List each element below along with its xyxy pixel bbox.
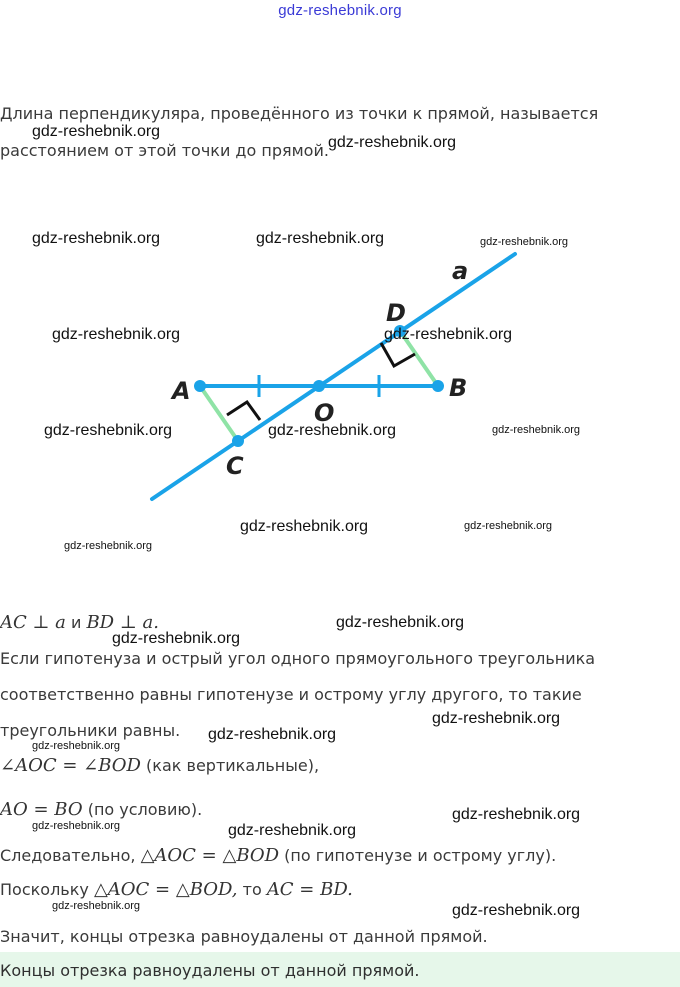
watermark: gdz-reshebnik.org	[32, 740, 121, 752]
math-bd-perp: BD ⊥ a.	[86, 612, 159, 633]
math-triangles: △AOC = △BOD	[140, 845, 280, 866]
label-D: D	[386, 299, 406, 327]
label-B: B	[449, 374, 468, 402]
perpendicular-ac	[200, 386, 238, 441]
math-triangles-2: △AOC = △BOD,	[93, 879, 238, 900]
watermark: gdz-reshebnik.org	[32, 230, 161, 247]
and-word: и	[65, 613, 87, 632]
label-a-line: a	[452, 257, 469, 285]
point-a	[194, 380, 206, 392]
watermark: gdz-reshebnik.org	[112, 630, 241, 647]
watermark: gdz-reshebnik.org	[240, 518, 369, 535]
point-o	[313, 380, 325, 392]
since-word: Поскольку	[0, 880, 94, 899]
solution-line-3: соответственно равны гипотенузе и острому углу другого, то такие	[0, 685, 582, 704]
solution-line-9: Значит, концы отрезка равноудалены от данной прямой.	[0, 927, 488, 946]
solution-line-8	[0, 879, 353, 900]
answer-text: Концы отрезка равноудалены от данной прямой.	[0, 961, 420, 980]
solution-line-1	[0, 612, 159, 633]
watermark: gdz-reshebnik.org	[208, 726, 337, 743]
solution-line-5	[0, 755, 319, 776]
point-c	[232, 435, 244, 447]
watermark: gdz-reshebnik.org	[268, 422, 397, 439]
watermark: gdz-reshebnik.org	[64, 540, 153, 552]
watermark: gdz-reshebnik.org	[52, 900, 141, 912]
watermark: gdz-reshebnik.org	[44, 422, 173, 439]
math-ac-bd: AC = BD.	[266, 879, 353, 900]
therefore-word: Следовательно,	[0, 846, 141, 865]
point-b	[432, 380, 444, 392]
label-O: O	[314, 399, 335, 427]
watermark: gdz-reshebnik.org	[336, 614, 465, 631]
watermark: gdz-reshebnik.org	[228, 822, 357, 839]
solution-line-6	[0, 799, 202, 820]
math-angles: ∠AOC = ∠BOD	[0, 755, 141, 776]
solution-line-2: Если гипотенуза и острый угол одного прямоугольного треугольника	[0, 649, 596, 668]
watermark: gdz-reshebnik.org	[32, 820, 121, 832]
definition-line-2: расстоянием от этой точки до прямой.	[0, 141, 329, 160]
condition-note: (по условию).	[82, 800, 203, 819]
watermark: gdz-reshebnik.org	[32, 123, 161, 140]
watermark: gdz-reshebnik.org	[480, 236, 569, 248]
site-watermark-top: gdz-reshebnik.org	[278, 2, 402, 19]
then-word: то	[237, 880, 267, 899]
solution-line-7	[0, 845, 556, 866]
criterion-note: (по гипотенузе и острому углу).	[279, 846, 557, 865]
watermark: gdz-reshebnik.org	[452, 902, 581, 919]
right-angle-c	[227, 402, 260, 420]
watermark: gdz-reshebnik.org	[52, 326, 181, 343]
label-A: A	[172, 377, 191, 405]
watermark: gdz-reshebnik.org	[432, 710, 561, 727]
watermark: gdz-reshebnik.org	[256, 230, 385, 247]
solution-line-4: треугольники равны.	[0, 721, 181, 740]
watermark: gdz-reshebnik.org	[384, 326, 513, 343]
label-C: C	[226, 452, 244, 480]
watermark: gdz-reshebnik.org	[492, 424, 581, 436]
definition-line-1: Длина перпендикуляра, проведённого из точки к прямой, называется	[0, 104, 599, 123]
watermark: gdz-reshebnik.org	[328, 134, 457, 151]
watermark: gdz-reshebnik.org	[464, 520, 553, 532]
math-ao-bo: AO = BO	[0, 799, 83, 820]
vertical-note: (как вертикальные),	[140, 756, 320, 775]
math-ac-perp: AC ⊥ a	[0, 612, 66, 633]
watermark: gdz-reshebnik.org	[452, 806, 581, 823]
